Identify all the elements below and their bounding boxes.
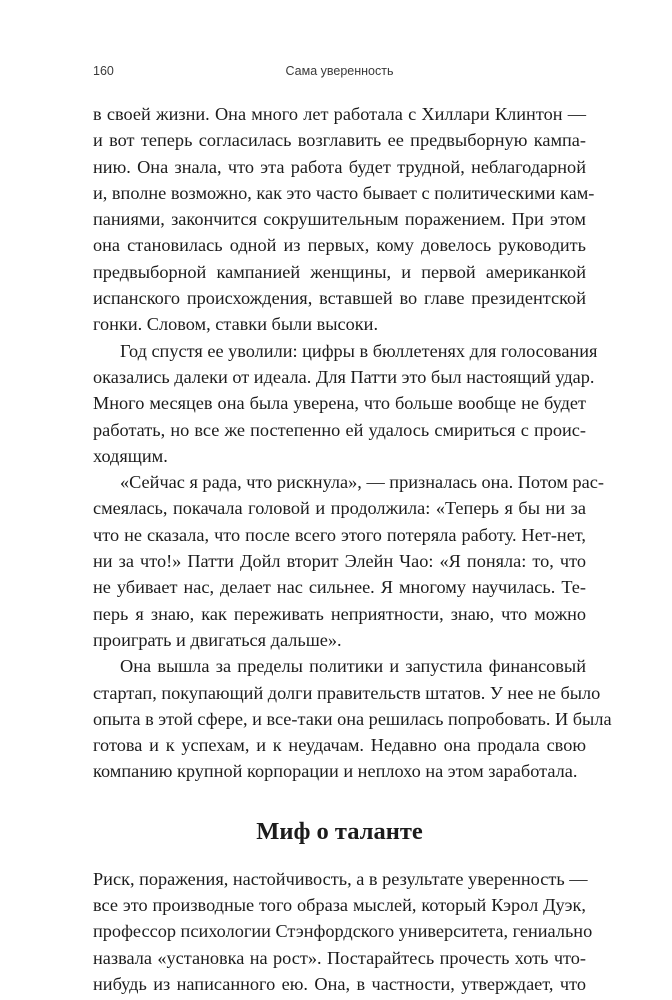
text-line: ни за что!» Патти Дойл вторит Элейн Чао: «Я поняла: то, что	[93, 551, 586, 572]
text-line: смеялась, покачала головой и продолжила: «Теперь я бы ни за	[93, 498, 586, 519]
text-line: опыта в этой сфере, и все-таки она решилась попробовать. И была	[93, 708, 612, 729]
paragraph-2	[93, 338, 598, 469]
paragraph-1	[93, 101, 595, 338]
text-line: назвала «установка на рост». Постарайтесь прочесть хоть что-	[93, 947, 586, 968]
page-header	[93, 64, 586, 82]
text-line: все это производные того образа мыслей, который Кэрол Дуэк,	[93, 895, 586, 916]
text-line: испанского происхождения, вставшей во главе президентской	[93, 288, 586, 309]
paragraph-3	[93, 469, 604, 653]
text-line: и, вполне возможно, как это часто бывает с политическими кам-	[93, 182, 595, 203]
text-line: ходящим.	[93, 445, 168, 466]
text-line: не убивает нас, делает нас сильнее. Я многому научилась. Те-	[93, 577, 586, 598]
text-line: профессор психологии Стэнфордского университета, гениально	[93, 921, 593, 942]
text-line: готова и к успехам, и к неудачам. Недавно она продала свою	[93, 735, 586, 756]
body-text	[93, 101, 612, 997]
text-line: Много месяцев она была уверена, что больше вообще не будет	[93, 393, 586, 414]
text-line: Она вышла за пределы политики и запустила финансовый	[120, 656, 586, 677]
text-line: Риск, поражения, настойчивость, а в результате уверенность —	[93, 868, 588, 889]
text-line: предвыборной кампанией женщины, и первой американкой	[93, 261, 586, 282]
text-line: проиграть и двигаться дальше».	[93, 629, 342, 650]
text-line: стартап, покупающий долги правительств штатов. У нее не было	[93, 682, 601, 703]
text-line: нию. Она знала, что эта работа будет трудной, неблагодарной	[93, 156, 586, 177]
text-line: перь я знаю, как переживать неприятности, знаю, что можно	[93, 603, 586, 624]
text-line: «Сейчас я рада, что рискнула», — призналась она. Потом рас-	[120, 472, 604, 493]
text-line: нибудь из написанного ею. Она, в частности, утверждает, что	[93, 973, 586, 994]
text-line: и вот теперь согласилась возглавить ее предвыборную кампа-	[93, 130, 586, 151]
text-line: паниями, закончится сокрушительным поражением. При этом	[93, 209, 586, 230]
text-line: в своей жизни. Она много лет работала с Хиллари Клинтон —	[93, 104, 586, 124]
running-title: Сама уверенность	[285, 64, 394, 78]
text-line: оказались далеки от идеала. Для Патти это был настоящий удар.	[93, 366, 595, 387]
text-line: гонки. Словом, ставки были высоки.	[93, 314, 379, 335]
paragraph-5	[93, 866, 593, 997]
text-line: что не сказала, что после всего этого потеряла работу. Нет-нет,	[93, 524, 586, 545]
page-number: 160	[93, 64, 114, 78]
text-line: Год спустя ее уволили: цифры в бюллетенях для голосования	[120, 340, 598, 361]
text-line: компанию крупной корпорации и неплохо на этом заработала.	[93, 761, 578, 782]
text-line: она становилась одной из первых, кому довелось руководить	[93, 235, 586, 256]
paragraph-4	[93, 653, 612, 784]
section-heading: Миф о таланте	[256, 817, 423, 845]
text-line: работать, но все же постепенно ей удалось смириться с проис-	[93, 419, 586, 440]
